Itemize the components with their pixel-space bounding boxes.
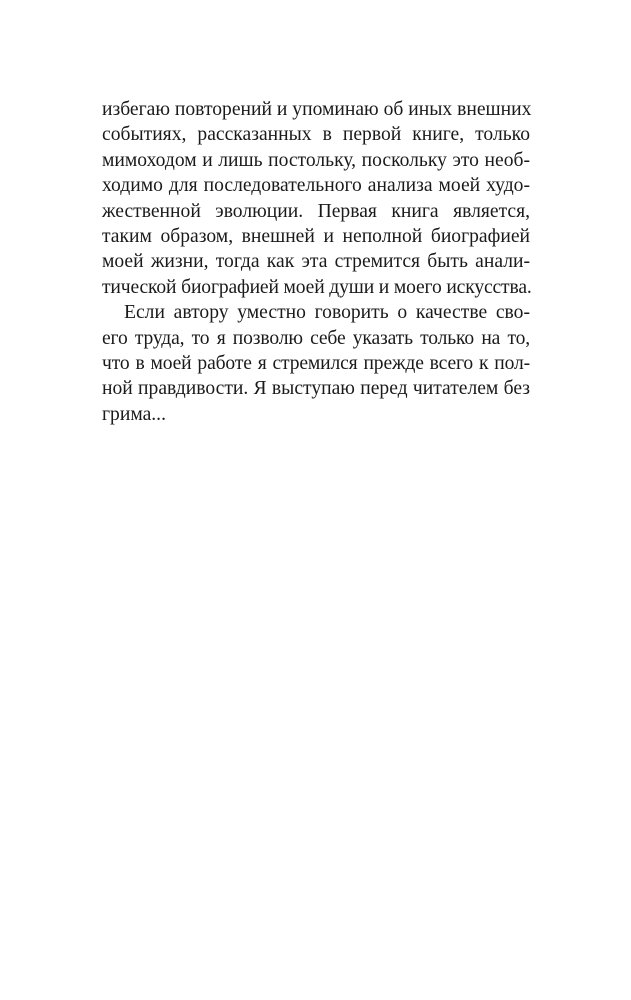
text-line: Если автору уместно говорить о качестве сво- [124, 302, 530, 324]
text-line: ной правдивости. Я выступаю перед читателем без [102, 378, 530, 400]
paragraph-2 [102, 300, 530, 427]
text-line: событиях, рассказанных в первой книге, только [102, 124, 530, 146]
text-line: ходимо для последовательного анализа моей худо- [102, 175, 530, 197]
text-line: мимоходом и лишь постольку, поскольку это необ- [102, 149, 530, 171]
paragraph-1 [102, 97, 530, 300]
text-line: тической биографией моей души и моего искусства. [102, 276, 532, 298]
text-line: его труда, то я позволю себе указать только на то, [102, 327, 530, 349]
text-line: грима... [102, 403, 166, 425]
text-line: моей жизни, тогда как эта стремится быть анали- [102, 251, 530, 273]
body-text [102, 97, 530, 427]
text-line: что в моей работе я стремился прежде всего к пол- [102, 352, 530, 374]
text-line: избегаю повторений и упоминаю об иных внешних [102, 99, 532, 120]
text-line: таким образом, внешней и неполной биографией [102, 225, 530, 247]
text-line: жественной эволюции. Первая книга является, [102, 200, 530, 222]
